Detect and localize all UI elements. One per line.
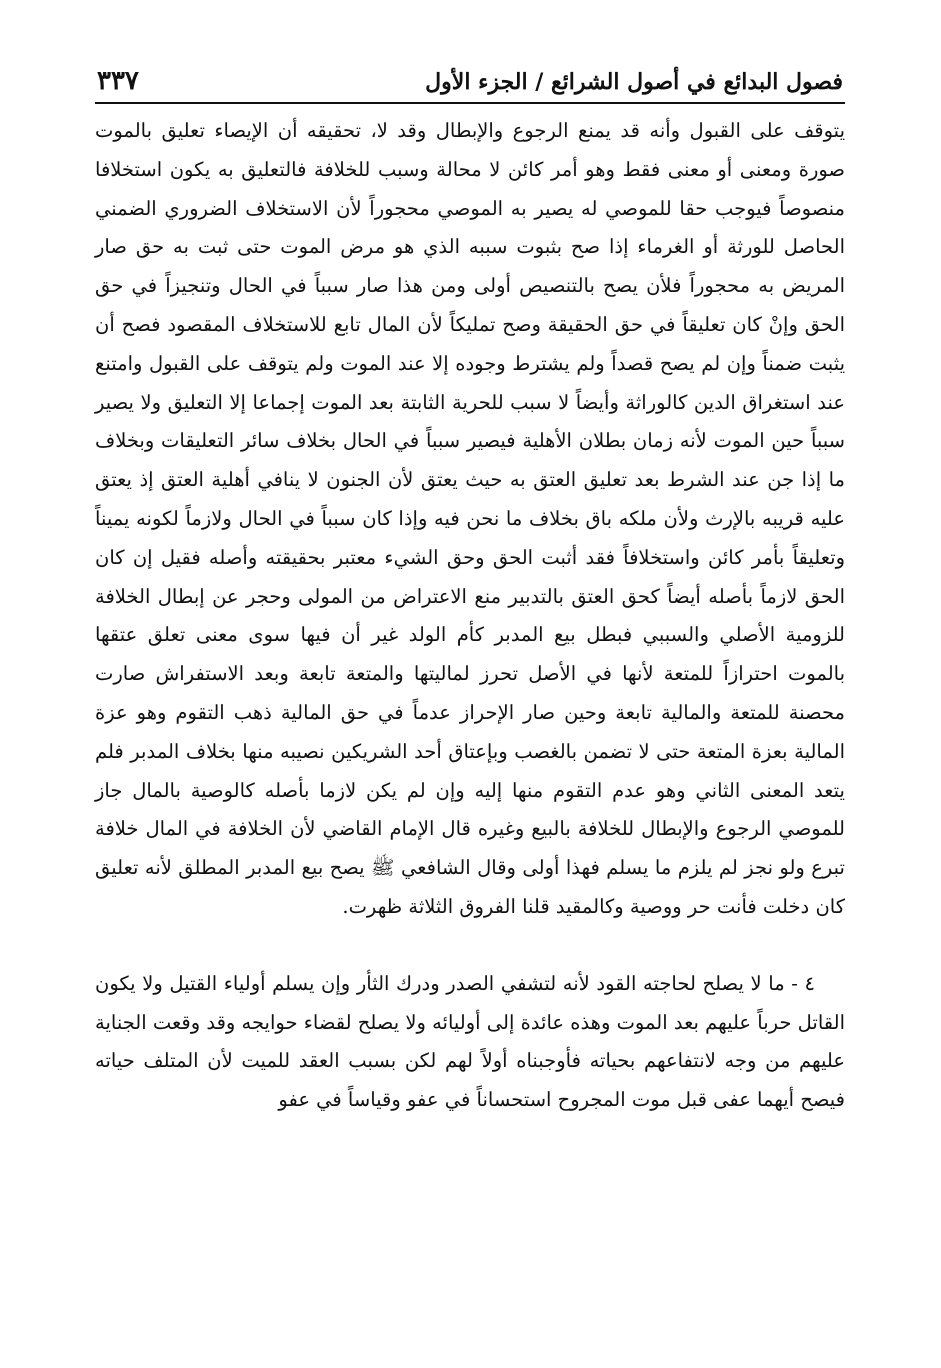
body-text <box>95 112 845 1120</box>
header-title: فصول البدائع في أصول الشرائع / الجزء الأول <box>425 69 843 95</box>
paragraph-continued: يتوقف على القبول وأنه قد يمنع الرجوع والإبطال وقد لا، تحقيقه أن الإيصاء تعليق بالموت صورة ومعنى أو معنى فقط وهو أمر كائن لا محالة وسبب للخلافة فالتعليق به يكون استخلافا منصوصاً فيوجب حقا للموصي له يصير به الموصي محجوراً لأن الاستخلاف الضروري الضمني الحاصل للورثة أو الغرماء إذا صح بثبوت سببه الذي هو مرض الموت حتى ثبت به حق صار المريض به محجوراً فلأن يصح بالتنصيص أولى ومن هذا صار سبباً في الحال وتنجيزاً في حق الحق وإنْ كان تعليقاً في حق الحقيقة وصح تمليكاً لأن المال تابع للاستخلاف المقصود فصح أن يثبت ضمناً وإن لم يصح قصداً ولم يشترط وجوده إلا عند الموت ولم يتوقف على القبول وامتنع عند استغراق الدين كالوراثة وأيضاً لا سبب للحرية الثابتة بعد الموت إجماعا إلا التعليق ولا يصير سبباً حين الموت لأنه زمان بطلان الأهلية فيصير سبباً في الحال بخلاف سائر التعليقات وبخلاف ما إذا جن عند الشرط بعد تعليق العتق به حيث يعتق لأن الجنون لا ينافي أهلية العتق إذ يعتق عليه قريبه بالإرث ولأن ملكه باق بخلاف ما نحن فيه وإذا كان سبباً في الحال ولازماً لكونه يميناً وتعليقاً بأمر كائن واستخلافاً فقد أثبت الحق وحق الشيء معتبر بحقيقته وأصله فقيل إن كان الحق لازماً بأصله أيضاً كحق العتق بالتدبير منع الاعتراض من المولى وحجر عن إبطال الخلافة للزومية الأصلي والسببي فبطل بيع المدبر كأم الولد غير أن فيها سوى معنى تعلق عتقها بالموت احترازاً للمتعة لأنها في الأصل تحرز لماليتها والمتعة تابعة وبعد الاستفراش صارت محصنة للمتعة والمالية تابعة وحين صار الإحراز عدماً في حق المالية ذهب التقوم وهو عزة المالية بعزة المتعة حتى لا تضمن بالغصب وبإعتاق أحد الشريكين نصيبه منها بخلاف المدبر فلم يتعد المعنى الثاني وهو عدم التقوم منها إليه وإن لم يكن لازما بأصله كالوصية بالمال جاز للموصي الرجوع والإبطال للخلافة بالبيع وغيره قال الإمام القاضي لأن الخلافة في المال خلافة تبرع ولو نجز لم يلزم ما يسلم فهذا أولى وقال الشافعي ﷺ يصح بيع المدبر المطلق لأنه تعليق كان دخلت فأنت حر ووصية وكالمقيد قلنا الفروق الثلاثة ظهرت. <box>95 119 845 918</box>
paragraph-item-4: ٤ - ما لا يصلح لحاجته القود لأنه لتشفي الصدر ودرك الثأر وإن يسلم أولياء القتيل ولا يكون القاتل حرباً عليهم بعد الموت وهذه عائدة إلى أوليائه ولا يصلح لقضاء حوايجه وقد وقعت الجناية عليهم من وجه لانتفاعهم بحياته فأوجبناه أولاً لهم لكن بسبب العقد للميت لأن المتلف حياته فيصح أيهما عفى قبل موت المجروح استحساناً في عفو وقياساً في عفو <box>95 971 845 1112</box>
page-number: ٣٣٧ <box>97 66 139 96</box>
book-page <box>95 62 845 1120</box>
running-header <box>95 62 845 104</box>
